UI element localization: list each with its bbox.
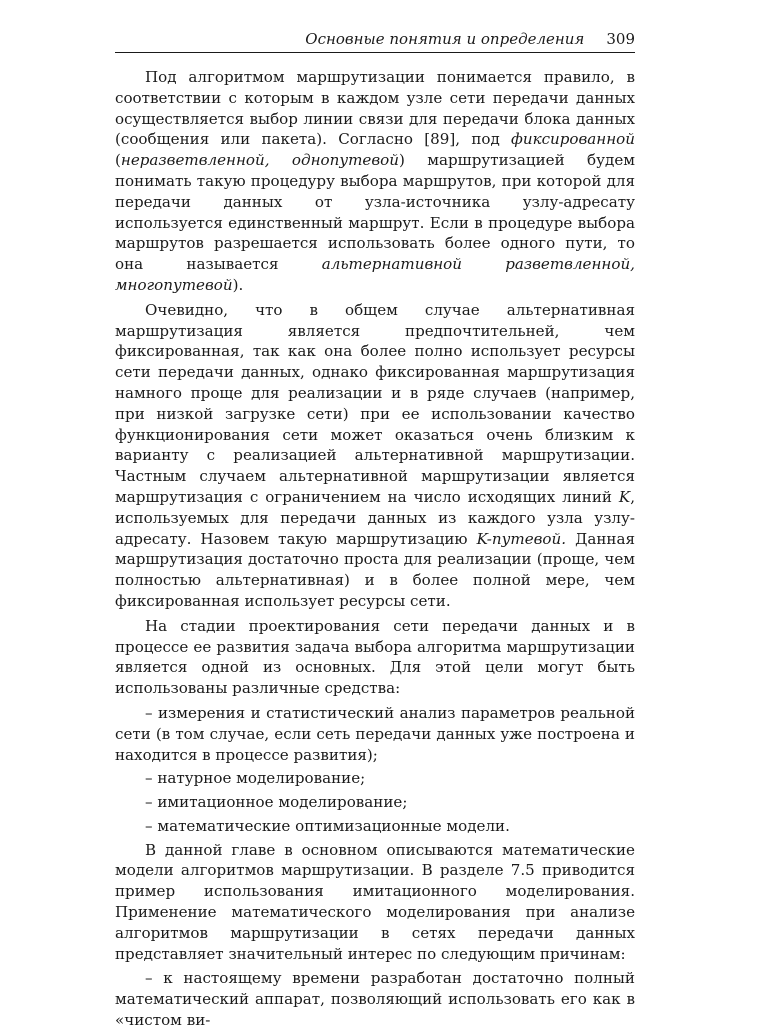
term-single-path: неразветвленной, однопутевой bbox=[120, 151, 399, 170]
paragraph-design-stage: На стадии проектирования сети передачи данных и в процессе ее развития задача выбора алгоритма маршрутизации является одной из основных. Для этой цели могут быть использованы различные средства: bbox=[115, 616, 635, 698]
variable-k: K bbox=[618, 487, 631, 506]
text-run: , используемых для передачи данных из каждого узла узлу-адресату. Назовем такую маршрутизацию bbox=[115, 487, 635, 548]
term-k-path: K-путевой. bbox=[476, 529, 567, 548]
term-fixed: фиксированной bbox=[511, 130, 635, 149]
page-number: 309 bbox=[606, 30, 635, 48]
list-item: – математические оптимизационные модели. bbox=[145, 816, 510, 835]
text-run: Под алгоритмом маршрутизации понимается правило, в соответствии с которым в каждом узле сети передачи данных осуществляется выбор линии связи для передачи блока данных (сообщения или пакета). Согласно [89], под bbox=[115, 68, 635, 149]
text-run: ). bbox=[232, 275, 244, 294]
paragraph-routing-definition bbox=[115, 67, 635, 296]
body-text bbox=[115, 67, 635, 1031]
term-alternative: альтернативной разветвленной, многопутевой bbox=[115, 255, 635, 294]
list-item: – имитационное моделирование; bbox=[145, 793, 408, 812]
text-run: ( bbox=[115, 151, 121, 170]
text-run: ) маршрутизацией будем понимать такую процедуру выбора маршрутов, при которой для передачи данных от узла-источника узлу-адресату используется единственный маршрут. Если в процедуре выбора маршрутов разрешается использовать более одного пути, то она называется bbox=[115, 151, 635, 274]
paragraph-reasons: – к настоящему времени разработан достаточно полный математический аппарат, позволяющий использовать его как в «чистом ви- bbox=[115, 969, 635, 1030]
paragraph-alternative-routing bbox=[115, 300, 635, 612]
list-item: – натурное моделирование; bbox=[145, 769, 366, 788]
book-page bbox=[115, 30, 635, 1035]
running-header bbox=[115, 30, 635, 53]
text-run: Данная маршрутизация достаточно проста для реализации (проще, чем полностью альтернативная) и в более полной мере, чем фиксированная использует ресурсы сети. bbox=[115, 529, 635, 610]
section-title: Основные понятия и определения bbox=[305, 30, 585, 48]
paragraph-chapter-overview: В данной главе в основном описываются математические модели алгоритмов маршрутизации. В разделе 7.5 приводится пример использования имитационного моделирования. Применение математического моделирования при анализе алгоритмов маршрутизации в сетях передачи данных представляет значительный интерес по следующим причинам: bbox=[115, 840, 635, 963]
text-run: Очевидно, что в общем случае альтернативная маршрутизация является предпочтительней, чем фиксированная, так как она более полно использует ресурсы сети передачи данных, однако фиксированная маршрутизация намного проще для реализации и в ряде случаев (например, при низкой загрузке сети) при ее использовании качество функционирования сети может оказаться очень близким к варианту с реализацией альтернативной маршрутизации. Частным случаем альтернативной маршрутизации является маршрутизация с ограничением на число исходящих линий bbox=[115, 300, 635, 506]
list-item: – измерения и статистический анализ параметров реальной сети (в том случае, если сеть передачи данных уже построена и находится в процессе развития); bbox=[115, 703, 635, 764]
